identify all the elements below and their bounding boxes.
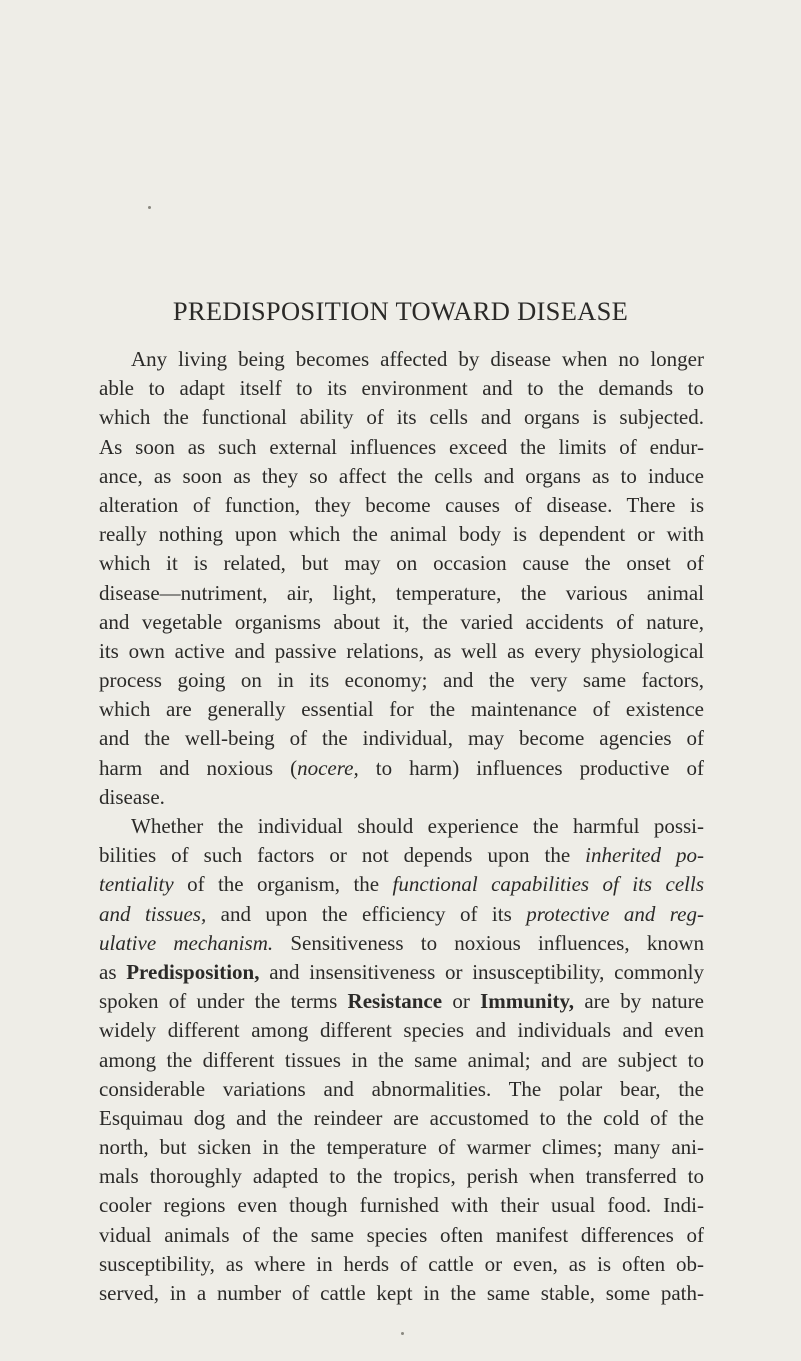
- text-run: cooler regions even though furnished with their usual food. Indi-: [99, 1193, 704, 1218]
- text-line: [99, 870, 704, 899]
- text-run: Sensitiveness to noxious influences, known: [273, 930, 704, 955]
- text-line: [99, 345, 704, 374]
- paper-speck: [401, 1332, 404, 1335]
- text-run: its own active and passive relations, as well as every physiological: [99, 638, 704, 663]
- text-line: [99, 783, 704, 812]
- text-run: which the functional ability of its cells and organs is subjected.: [99, 405, 704, 430]
- italic-text: nocere,: [297, 755, 359, 780]
- text-run: As soon as such external influences exceed the limits of endur-: [99, 434, 704, 459]
- text-line: [99, 724, 704, 753]
- text-run: as: [99, 959, 127, 984]
- text-run: served, in a number of cattle kept in the same stable, some path-: [99, 1281, 704, 1305]
- text-line: [99, 841, 704, 870]
- text-run: susceptibility, as where in herds of cattle or even, as is often ob-: [99, 1251, 704, 1276]
- text-run: disease—nutriment, air, light, temperature, the various animal: [99, 580, 704, 605]
- text-line: [99, 1104, 704, 1133]
- text-run: which it is related, but may on occasion cause the onset of: [99, 551, 704, 576]
- text-line: [99, 1046, 704, 1075]
- italic-text: functional capabilities of its cells: [392, 872, 704, 897]
- text-run: and insensitiveness or insusceptibility, commonly: [259, 959, 704, 984]
- text-line: [99, 549, 704, 578]
- text-run: of the organism, the: [173, 872, 393, 897]
- text-line: [99, 1162, 704, 1191]
- body-text: [99, 345, 704, 1308]
- text-run: ance, as soon as they so affect the cells and organs as to induce: [99, 463, 704, 488]
- bold-term: Predisposition,: [126, 959, 260, 984]
- text-line: [99, 1279, 704, 1308]
- text-run: vidual animals of the same species often manifest differences of: [99, 1222, 704, 1247]
- text-run: alteration of function, they become causes of disease. There is: [99, 492, 704, 517]
- italic-text: protective and reg-: [526, 901, 704, 926]
- text-line: [99, 1075, 704, 1104]
- chapter-heading: PREDISPOSITION TOWARD DISEASE: [172, 296, 629, 326]
- text-run: are by nature: [574, 989, 704, 1014]
- text-run: considerable variations and abnormalities. The polar bear, the: [99, 1076, 704, 1101]
- text-line: [99, 1221, 704, 1250]
- paper-speck: [148, 206, 151, 209]
- text-run: disease.: [99, 784, 165, 809]
- text-line: [99, 462, 704, 491]
- text-line: [99, 929, 704, 958]
- text-line: [99, 1016, 704, 1045]
- text-run: to harm) influences productive of: [358, 755, 704, 780]
- text-line: [99, 637, 704, 666]
- text-line: [99, 1191, 704, 1220]
- text-run: or: [442, 989, 481, 1014]
- text-run: bilities of such factors or not depends upon the: [99, 843, 586, 868]
- text-line: [99, 608, 704, 637]
- text-line: [99, 520, 704, 549]
- text-line: [99, 900, 704, 929]
- text-line: [99, 958, 704, 987]
- text-line: [99, 403, 704, 432]
- text-run: among the different tissues in the same animal; and are subject to: [99, 1047, 704, 1072]
- text-run: and vegetable organisms about it, the varied accidents of nature,: [99, 609, 704, 634]
- text-line: [99, 433, 704, 462]
- text-line: [99, 1133, 704, 1162]
- bold-term: Resistance: [347, 989, 443, 1014]
- text-run: harm and noxious (: [99, 755, 298, 780]
- text-run: widely different among different species and individuals and even: [99, 1018, 704, 1043]
- text-run: Whether the individual should experience the harmful possi-: [131, 814, 704, 838]
- text-run: which are generally essential for the maintenance of existence: [99, 697, 704, 722]
- italic-text: ulative mechanism.: [99, 930, 274, 955]
- bold-term: Immunity,: [480, 989, 575, 1014]
- text-line: [99, 754, 704, 783]
- text-run: and upon the efficiency of its: [206, 901, 527, 926]
- text-run: really nothing upon which the animal body is dependent or with: [99, 522, 704, 547]
- italic-text: inherited po-: [585, 843, 704, 868]
- text-line: [99, 1250, 704, 1279]
- text-run: process going on in its economy; and the very same factors,: [99, 668, 704, 693]
- italic-text: tentiality: [99, 872, 174, 897]
- text-line: [99, 491, 704, 520]
- text-run: spoken of under the terms: [99, 989, 348, 1014]
- text-run: north, but sicken in the temperature of warmer climes; many ani-: [99, 1135, 704, 1160]
- italic-text: and tissues,: [99, 901, 207, 926]
- text-line: [99, 579, 704, 608]
- text-run: able to adapt itself to its environment and to the demands to: [99, 376, 704, 401]
- text-run: Esquimau dog and the reindeer are accustomed to the cold of the: [99, 1105, 704, 1130]
- text-line: [99, 666, 704, 695]
- text-run: mals thoroughly adapted to the tropics, perish when transferred to: [99, 1164, 704, 1189]
- text-run: and the well-being of the individual, may become agencies of: [99, 726, 704, 751]
- text-line: [99, 812, 704, 841]
- text-line: [99, 374, 704, 403]
- text-line: [99, 987, 704, 1016]
- text-line: [99, 695, 704, 724]
- text-run: Any living being becomes affected by disease when no longer: [131, 347, 704, 371]
